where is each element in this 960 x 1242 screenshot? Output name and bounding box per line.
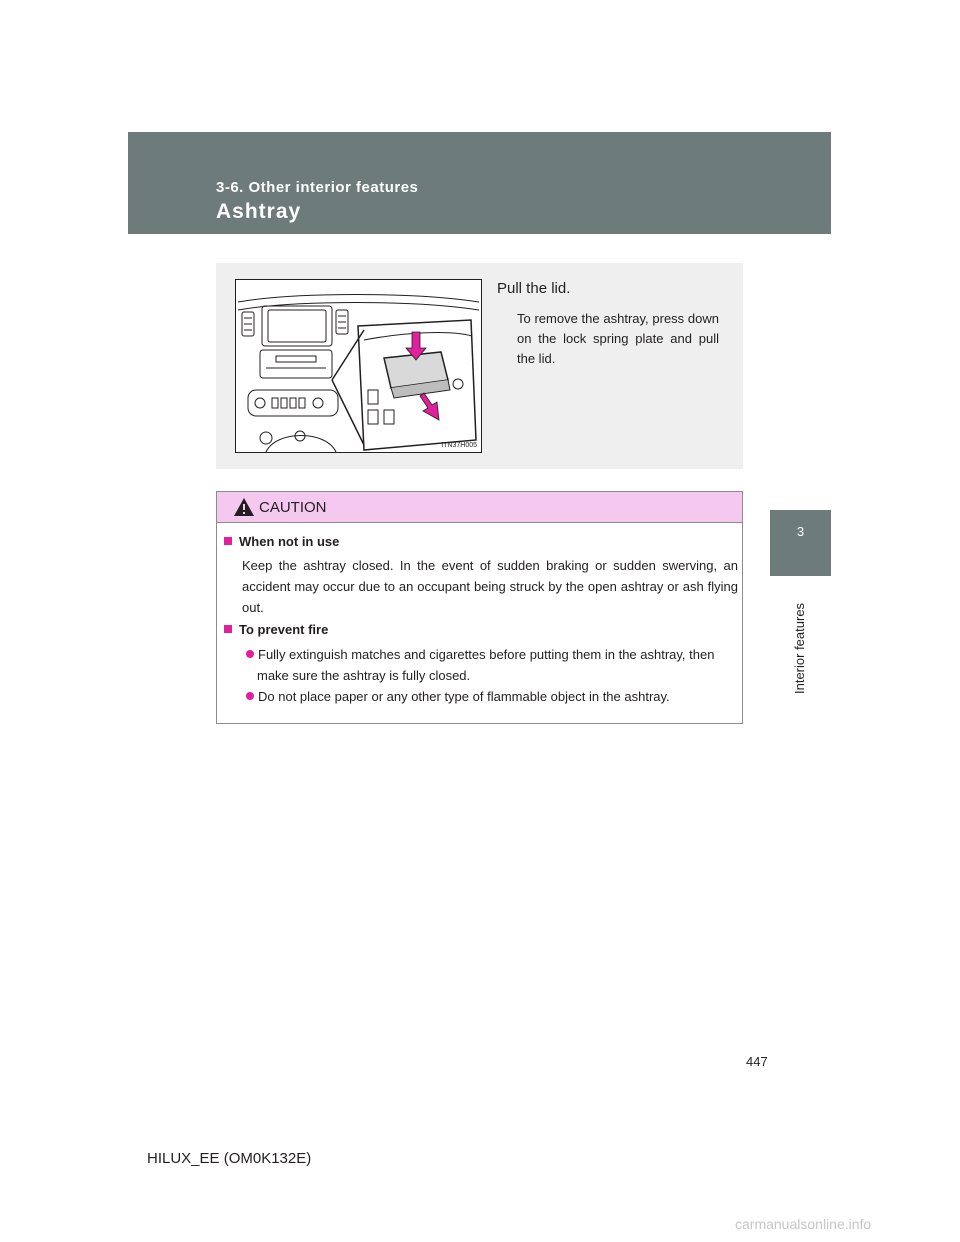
- chapter-tab: [770, 510, 831, 576]
- warning-icon: [233, 497, 255, 517]
- caution-paragraph: Keep the ashtray closed. In the event of sudden braking or sudden swerving, an accident may occur due to an occupant being struck by the open ashtray or ash flying out.: [242, 558, 738, 615]
- page-number: 447: [746, 1054, 768, 1069]
- caution-list-item: Fully extinguish matches and cigarettes before putting them in the ashtray, then make sure the ashtray is fully closed.: [246, 644, 749, 686]
- dashboard-drawing: [236, 280, 481, 452]
- header-band: [128, 132, 831, 234]
- figure-code: ITN37H005: [441, 442, 477, 449]
- instruction-box: [216, 263, 743, 469]
- step-text: Pull the lid.: [497, 280, 571, 297]
- step-note: To remove the ashtray, press down on the lock spring plate and pull the lid.: [517, 311, 719, 366]
- caution-heading: To prevent fire: [224, 622, 328, 637]
- section-label: 3-6. Other interior features: [216, 179, 419, 196]
- caution-heading: When not in use: [224, 534, 339, 549]
- caution-title: CAUTION: [259, 499, 327, 516]
- ashtray-illustration: [235, 279, 482, 453]
- watermark: carmanualsonline.info: [735, 1216, 872, 1232]
- caution-box: [216, 491, 743, 724]
- square-bullet-icon: [224, 625, 232, 633]
- model-code: HILUX_EE (OM0K132E): [147, 1150, 312, 1167]
- round-bullet-icon: [246, 650, 254, 658]
- page-title: Ashtray: [216, 200, 302, 223]
- caution-header: [217, 492, 742, 523]
- round-bullet-icon: [246, 692, 254, 700]
- chapter-label: Interior features: [792, 602, 807, 694]
- square-bullet-icon: [224, 537, 232, 545]
- chapter-number: 3: [796, 524, 805, 539]
- caution-list-item: Do not place paper or any other type of flammable object in the ashtray.: [246, 686, 749, 707]
